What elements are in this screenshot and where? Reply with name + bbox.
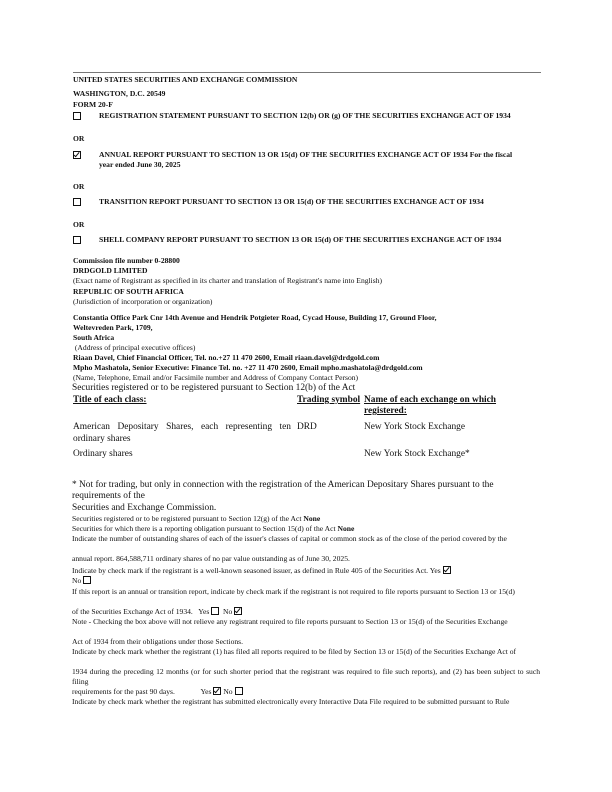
wksi-question: Indicate by check mark if the registrant is a well-known seasoned issuer, as defined in Rule 405 of the Securities Act. Yes No xyxy=(72,566,540,585)
address-caption: (Address of principal executive offices) xyxy=(73,343,196,352)
outstanding-shares-line-1: Indicate the number of outstanding shares of each of the issuer's classes of capital or common stock as of the close of the period covered by the xyxy=(72,534,507,543)
not-required-yes-checkbox[interactable] xyxy=(211,607,219,615)
table-row xyxy=(73,449,541,460)
filed-reports-line-2: 1934 during the preceding 12 months (or for such shorter period that the registrant was required to file such reports), and (2) has been subject to such filing xyxy=(72,667,540,686)
securities-table xyxy=(73,395,541,460)
note-line-1: Note - Checking the box above will not relieve any registrant required to file reports pursuant to Section 13 or 15(d) of the Securities Exchange xyxy=(72,617,508,626)
filed-reports-line-1: Indicate by check mark whether the registrant (1) has filed all reports required to be filed by Section 13 or 15(d) of the Securities Exchange Act of xyxy=(72,647,517,656)
contact-caption: (Name, Telephone, Email and/or Facsimile number and Address of Company Contact Person) xyxy=(73,373,359,382)
table-header xyxy=(73,395,541,417)
address-line-3: South Africa xyxy=(73,333,115,342)
contact-cfo: Riaan Davel, Chief Financial Officer, Tel. no.+27 11 470 2600, Email riaan.davel@drdgold.com xyxy=(73,353,380,362)
wksi-no-checkbox[interactable] xyxy=(83,576,91,584)
option-transition-report: TRANSITION REPORT PURSUANT TO SECTION 13 OR 15(d) OF THE SECURITIES EXCHANGE ACT OF 1934 xyxy=(73,197,541,208)
address-line-2: Weltevreden Park, 1709, xyxy=(73,323,153,332)
address-line-1: Constantia Office Park Cnr 14th Avenue and Hendrik Potgieter Road, Cycad House, Building 17, Ground Floor, xyxy=(73,313,437,322)
filed-yes-checkbox[interactable] xyxy=(213,687,221,695)
registrant-name: DRDGOLD LIMITED xyxy=(73,266,148,275)
note-line-2: Act of 1934 from their obligations under those Sections. xyxy=(72,637,244,646)
registrant-name-caption: (Exact name of Registrant as specified in its charter and translation of Registrant's name into English) xyxy=(73,276,383,285)
footnote-line-2: Securities and Exchange Commission. xyxy=(72,503,217,513)
commission-file-number: Commission file number 0-28800 xyxy=(73,256,180,265)
option-annual-report: ANNUAL REPORT PURSUANT TO SECTION 13 OR 15(d) OF THE SECURITIES EXCHANGE ACT OF 1934 For the fiscal year ended June 30, 2025 xyxy=(73,150,541,169)
outstanding-shares-line-2: annual report. 864,588,711 ordinary shares of no par value outstanding as of June 30, 2025. xyxy=(72,554,350,563)
agency-heading: UNITED STATES SECURITIES AND EXCHANGE COMMISSION xyxy=(73,75,298,84)
checkbox-unchecked-icon[interactable] xyxy=(73,236,81,244)
filed-no-checkbox[interactable] xyxy=(235,687,243,695)
footnote-line-1: * Not for trading, but only in connection with the registration of the American Depositary Shares pursuant to the requirements of the xyxy=(72,480,494,502)
top-rule xyxy=(73,72,541,73)
or-separator: OR xyxy=(73,134,85,143)
not-required-no-checkbox[interactable] xyxy=(234,607,242,615)
interactive-data-question: Indicate by check mark whether the registrant has submitted electronically every Interactive Data File required to be submitted pursuant to Rule xyxy=(72,697,510,706)
column-exchange: Name of each exchange on which registered: xyxy=(364,395,497,417)
filed-reports-line-3: requirements for the past 90 days. Yes No xyxy=(72,687,540,697)
column-title-of-class: Title of each class: xyxy=(73,395,147,405)
column-trading-symbol: Trading symbol xyxy=(297,395,361,405)
form-title: FORM 20-F xyxy=(73,100,113,109)
section-12g-line: Securities registered or to be registered pursuant to Section 12(g) of the Act None xyxy=(72,514,321,523)
table-row xyxy=(73,422,541,444)
checkbox-unchecked-icon[interactable] xyxy=(73,112,81,120)
cell-exchange: New York Stock Exchange* xyxy=(364,448,470,459)
contact-finance-executive: Mpho Mashatola, Senior Executive: Finance Tel. no. +27 11 470 2600, Email mpho.mashatola@drdgold.com xyxy=(73,363,423,372)
jurisdiction-caption: (Jurisdiction of incorporation or organization) xyxy=(73,297,213,306)
agency-location: WASHINGTON, D.C. 20549 xyxy=(73,89,166,98)
or-separator: OR xyxy=(73,220,85,229)
cell-symbol: DRD xyxy=(297,422,317,433)
cell-symbol xyxy=(297,449,364,460)
cell-title: Ordinary shares xyxy=(73,448,133,459)
option-registration-statement: REGISTRATION STATEMENT PURSUANT TO SECTION 12(b) OR (g) OF THE SECURITIES EXCHANGE ACT OF 1934 xyxy=(73,111,541,122)
cell-title: American Depositary Shares, each representing ten ordinary shares xyxy=(73,422,291,444)
option-shell-company-report: SHELL COMPANY REPORT PURSUANT TO SECTION 13 OR 15(d) OF THE SECURITIES EXCHANGE ACT OF 1934 xyxy=(73,235,541,246)
not-required-line-2: of the Securities Exchange Act of 1934. Yes No xyxy=(72,607,540,617)
cell-exchange: New York Stock Exchange xyxy=(364,422,466,433)
section-15d-line: Securities for which there is a reporting obligation pursuant to Section 15(d) of the Act None xyxy=(72,524,355,533)
checkbox-unchecked-icon[interactable] xyxy=(73,198,81,206)
checkbox-checked-icon[interactable] xyxy=(73,151,81,159)
securities-12b-intro: Securities registered or to be registered pursuant to Section 12(b) of the Act xyxy=(72,383,356,393)
wksi-yes-checkbox[interactable] xyxy=(443,566,451,574)
or-separator: OR xyxy=(73,182,85,191)
not-required-line-1: If this report is an annual or transition report, indicate by check mark if the registrant is not required to file reports pursuant to Section 13 or 15(d) xyxy=(72,587,515,596)
jurisdiction: REPUBLIC OF SOUTH AFRICA xyxy=(73,287,184,296)
